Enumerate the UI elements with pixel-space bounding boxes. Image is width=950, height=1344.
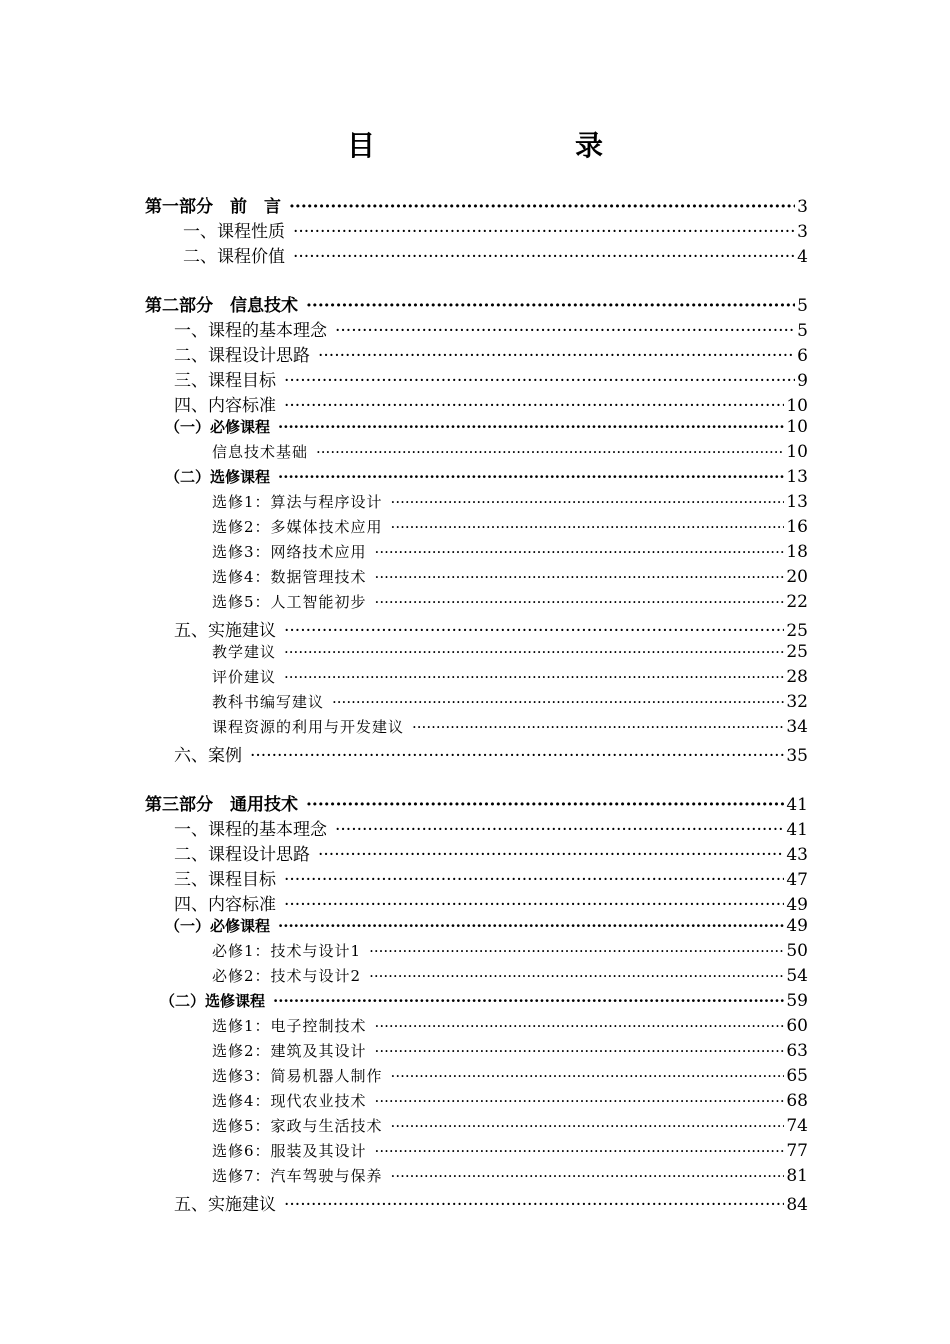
toc-entry[interactable] — [183, 217, 808, 241]
toc-entry-title: 二、课程价值 — [183, 247, 285, 266]
toc-entry-title: 选修2：建筑及其设计 — [212, 1042, 367, 1060]
dot-leader — [284, 396, 784, 415]
toc-entry[interactable] — [160, 990, 808, 1014]
toc-entry[interactable] — [183, 242, 808, 266]
toc-entry-page-number: 3 — [797, 222, 808, 241]
toc-entry-page-number: 20 — [786, 567, 808, 587]
toc-entry-page-number: 13 — [786, 467, 808, 487]
toc-entry[interactable] — [165, 466, 808, 490]
toc-entry-page-number: 10 — [786, 442, 808, 462]
toc-entry[interactable] — [165, 416, 808, 440]
toc-entry-title: （二）选修课程 — [160, 992, 266, 1010]
dot-leader — [306, 296, 795, 315]
toc-entry-title: 一、课程的基本理念 — [174, 820, 327, 839]
toc-entry-title: 选修3：网络技术应用 — [212, 543, 367, 561]
toc-entry-title: 必修1：技术与设计1 — [212, 942, 362, 960]
toc-entry-title: 第一部分 前 言 — [145, 197, 281, 216]
toc-entry-title: 选修1：算法与程序设计 — [212, 493, 383, 511]
toc-entry-title: （一）必修课程 — [165, 917, 271, 935]
toc-entry[interactable] — [212, 441, 808, 465]
toc-entry[interactable] — [212, 491, 808, 515]
dot-leader — [375, 543, 785, 561]
toc-entry[interactable] — [212, 1115, 808, 1139]
toc-entry[interactable] — [174, 616, 808, 640]
dot-leader — [335, 820, 784, 839]
toc-entry-title: 第三部分 通用技术 — [145, 795, 298, 814]
toc-entry-title: 三、课程目标 — [174, 870, 276, 889]
toc-entry-page-number: 4 — [797, 247, 808, 266]
dot-leader — [375, 1092, 785, 1110]
toc-entry[interactable] — [212, 591, 808, 615]
dot-leader — [284, 668, 784, 686]
toc-entry-title: 评价建议 — [212, 668, 277, 686]
toc-entry[interactable] — [174, 865, 808, 889]
dot-leader — [391, 1067, 785, 1085]
toc-entry[interactable] — [212, 541, 808, 565]
toc-entry[interactable] — [212, 716, 808, 740]
toc-entry-page-number: 49 — [786, 916, 808, 936]
dot-leader — [284, 1195, 784, 1214]
toc-entry[interactable] — [212, 1015, 808, 1039]
toc-entry-page-number: 10 — [786, 417, 808, 437]
dot-leader — [375, 568, 785, 586]
dot-leader — [391, 1167, 785, 1185]
toc-entry-title: 选修6：服装及其设计 — [212, 1142, 367, 1160]
toc-entry[interactable] — [174, 366, 808, 390]
toc-entry-page-number: 50 — [786, 941, 808, 961]
toc-entry-title: 第二部分 信息技术 — [145, 296, 298, 315]
toc-entry-title: 选修3：简易机器人制作 — [212, 1067, 383, 1085]
toc-entry-page-number: 47 — [786, 870, 808, 889]
toc-entry[interactable] — [212, 1140, 808, 1164]
toc-entry-page-number: 81 — [786, 1166, 808, 1186]
toc-entry[interactable] — [174, 391, 808, 415]
dot-leader — [273, 992, 784, 1010]
toc-entry-title: 一、课程性质 — [183, 222, 285, 241]
toc-entry-page-number: 25 — [786, 621, 808, 640]
toc-entry[interactable] — [165, 915, 808, 939]
toc-entry-title: 选修5：家政与生活技术 — [212, 1117, 383, 1135]
dot-leader — [284, 621, 784, 640]
dot-leader — [332, 693, 784, 711]
toc-entry-title: 选修4：数据管理技术 — [212, 568, 367, 586]
toc-entry[interactable] — [212, 1165, 808, 1189]
toc-entry-page-number: 63 — [786, 1041, 808, 1061]
toc-entry[interactable] — [212, 965, 808, 989]
toc-entry-title: 四、内容标准 — [174, 895, 276, 914]
dot-leader — [369, 967, 784, 985]
toc-entry-page-number: 25 — [786, 642, 808, 662]
toc-entry-page-number: 54 — [786, 966, 808, 986]
toc-entry-title: 六、案例 — [174, 746, 242, 765]
dot-leader — [391, 518, 785, 536]
dot-leader — [278, 917, 784, 935]
toc-entry-title: 三、课程目标 — [174, 371, 276, 390]
toc-entry-title: 课程资源的利用与开发建议 — [212, 718, 405, 736]
dot-leader — [318, 346, 795, 365]
toc-entry-page-number: 74 — [786, 1116, 808, 1136]
toc-entry[interactable] — [212, 940, 808, 964]
dot-leader — [306, 795, 784, 814]
dot-leader — [375, 1142, 785, 1160]
toc-entry[interactable] — [145, 291, 808, 315]
toc-entry-title: 选修7：汽车驾驶与保养 — [212, 1167, 383, 1185]
toc-entry-page-number: 59 — [786, 991, 808, 1011]
toc-entry-page-number: 77 — [786, 1141, 808, 1161]
toc-entry-title: （二）选修课程 — [165, 468, 271, 486]
toc-entry[interactable] — [174, 840, 808, 864]
toc-entry-page-number: 6 — [797, 346, 808, 365]
dot-leader — [391, 493, 785, 511]
toc-entry-page-number: 68 — [786, 1091, 808, 1111]
toc-entry-page-number: 5 — [797, 321, 808, 340]
toc-entry-page-number: 60 — [786, 1016, 808, 1036]
toc-entry-page-number: 5 — [797, 296, 808, 315]
toc-entry-title: 教科书编写建议 — [212, 693, 325, 711]
toc-entry[interactable] — [212, 641, 808, 665]
toc-entry-page-number: 35 — [786, 746, 808, 765]
toc-entry-title: 教学建议 — [212, 643, 277, 661]
dot-leader — [369, 942, 784, 960]
dot-leader — [391, 1117, 785, 1135]
toc-entry[interactable] — [174, 815, 808, 839]
toc-entry[interactable] — [145, 192, 808, 216]
toc-entry-title: 二、课程设计思路 — [174, 845, 310, 864]
toc-entry-title: 一、课程的基本理念 — [174, 321, 327, 340]
dot-leader — [278, 418, 784, 436]
toc-entry-page-number: 32 — [786, 692, 808, 712]
toc-entry-page-number: 34 — [786, 717, 808, 737]
toc-entry-title: 四、内容标准 — [174, 396, 276, 415]
toc-entry-page-number: 41 — [786, 820, 808, 839]
dot-leader — [375, 1017, 785, 1035]
toc-entry[interactable] — [174, 1190, 808, 1214]
toc-entry[interactable] — [174, 890, 808, 914]
dot-leader — [250, 746, 784, 765]
toc-entry[interactable] — [212, 1090, 808, 1114]
toc-entry-title: 五、实施建议 — [174, 1195, 276, 1214]
dot-leader — [284, 870, 784, 889]
toc-entry-title: 信息技术基础 — [212, 443, 309, 461]
page-title: 目 录 — [346, 129, 651, 162]
dot-leader — [284, 371, 795, 390]
toc-entry-title: 选修2：多媒体技术应用 — [212, 518, 383, 536]
toc-entry-title: 选修4：现代农业技术 — [212, 1092, 367, 1110]
toc-entry[interactable] — [212, 1040, 808, 1064]
toc-entry[interactable] — [212, 691, 808, 715]
toc-entry-page-number: 49 — [786, 895, 808, 914]
toc-entry[interactable] — [212, 516, 808, 540]
dot-leader — [335, 321, 795, 340]
toc-entry-title: 五、实施建议 — [174, 621, 276, 640]
dot-leader — [284, 643, 784, 661]
toc-entry-page-number: 3 — [797, 197, 808, 216]
toc-entry-page-number: 22 — [786, 592, 808, 612]
toc-entry-page-number: 84 — [786, 1195, 808, 1214]
dot-leader — [316, 443, 784, 461]
toc-entry[interactable] — [212, 666, 808, 690]
toc-entry[interactable] — [212, 1065, 808, 1089]
dot-leader — [375, 1042, 785, 1060]
toc-entry-title: 二、课程设计思路 — [174, 346, 310, 365]
toc-entry-page-number: 10 — [786, 396, 808, 415]
dot-leader — [278, 468, 784, 486]
dot-leader — [293, 247, 795, 266]
toc-entry[interactable] — [174, 741, 808, 765]
toc-entry-page-number: 43 — [786, 845, 808, 864]
toc-entry-page-number: 13 — [786, 492, 808, 512]
toc-entry-page-number: 28 — [786, 667, 808, 687]
dot-leader — [284, 895, 784, 914]
toc-entry-page-number: 41 — [786, 795, 808, 814]
toc-entry[interactable] — [145, 790, 808, 814]
toc-entry[interactable] — [174, 316, 808, 340]
toc-entry-title: 必修2：技术与设计2 — [212, 967, 362, 985]
dot-leader — [375, 593, 785, 611]
dot-leader — [318, 845, 784, 864]
toc-entry-page-number: 9 — [797, 371, 808, 390]
toc-entry-page-number: 65 — [786, 1066, 808, 1086]
toc-entry-page-number: 16 — [786, 517, 808, 537]
toc-entry[interactable] — [174, 341, 808, 365]
dot-leader — [293, 222, 795, 241]
toc-entry-title: （一）必修课程 — [165, 418, 271, 436]
toc-entry[interactable] — [212, 566, 808, 590]
toc-entry-title: 选修1：电子控制技术 — [212, 1017, 367, 1035]
dot-leader — [412, 718, 784, 736]
toc-entry-page-number: 18 — [786, 542, 808, 562]
dot-leader — [289, 197, 795, 216]
toc-entry-title: 选修5：人工智能初步 — [212, 593, 367, 611]
